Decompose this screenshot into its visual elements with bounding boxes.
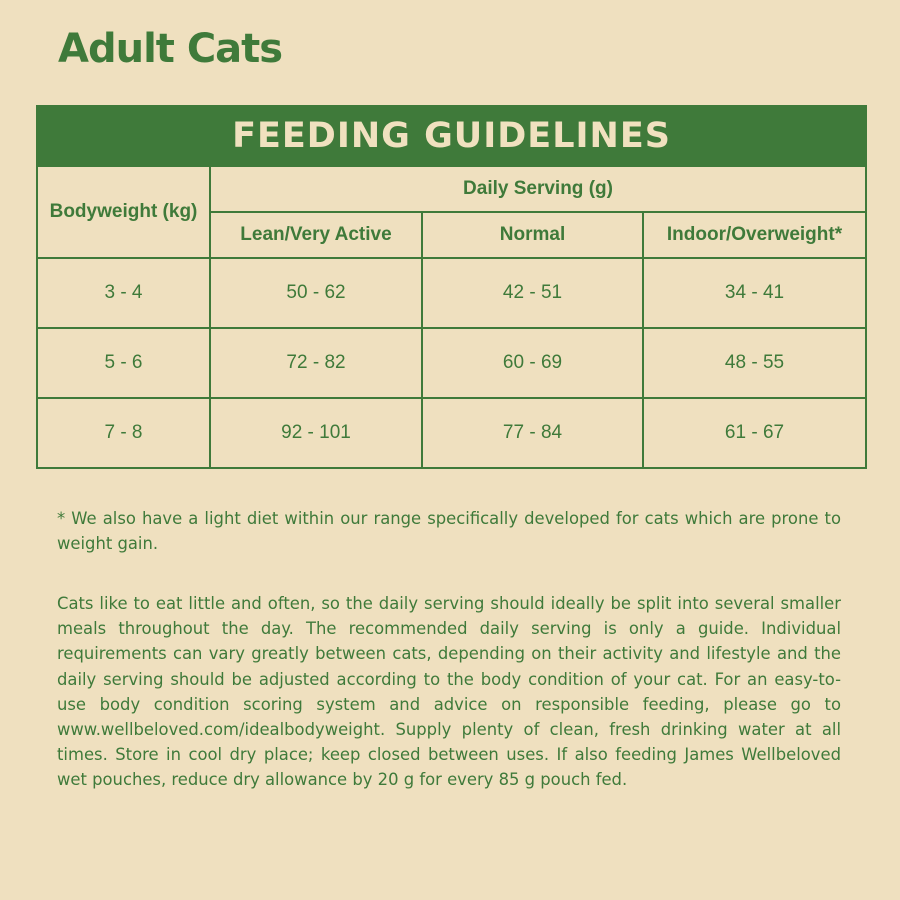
- normal-value-cell: 77 - 84: [422, 398, 643, 468]
- table-banner: FEEDING GUIDELINES: [37, 106, 866, 166]
- indoor-value-cell: 34 - 41: [643, 258, 866, 328]
- table-row: [37, 398, 866, 468]
- page-title: Adult Cats: [58, 26, 283, 72]
- normal-value-cell: 42 - 51: [422, 258, 643, 328]
- bodyweight-header: Bodyweight (kg): [37, 166, 210, 258]
- daily-serving-header: Daily Serving (g): [210, 166, 866, 212]
- table-row: [37, 258, 866, 328]
- lean-value-cell: 72 - 82: [210, 328, 422, 398]
- table-row: [37, 328, 866, 398]
- feeding-guidelines-table: [36, 105, 867, 469]
- weight-cell: 7 - 8: [37, 398, 210, 468]
- column-header-indoor: Indoor/Overweight*: [643, 212, 866, 258]
- indoor-value-cell: 48 - 55: [643, 328, 866, 398]
- column-header-normal: Normal: [422, 212, 643, 258]
- column-header-lean: Lean/Very Active: [210, 212, 422, 258]
- normal-value-cell: 60 - 69: [422, 328, 643, 398]
- lean-value-cell: 50 - 62: [210, 258, 422, 328]
- weight-cell: 3 - 4: [37, 258, 210, 328]
- indoor-value-cell: 61 - 67: [643, 398, 866, 468]
- lean-value-cell: 92 - 101: [210, 398, 422, 468]
- footnote: * We also have a light diet within our range specifically developed for cats which are prone to weight gain.: [57, 509, 841, 554]
- feeding-advice-paragraph: Cats like to eat little and often, so the daily serving should ideally be split into several smaller meals throughout the day. The recommended daily serving is only a guide. Individual requirements can vary greatly between cats, depending on their activity and lifestyle and the daily serving should be adjusted according to the body condition of your cat. For an easy-to-use body condition scoring system and advice on responsible feeding, please go to www.wellbeloved.com/idealbodyweight. Supply plenty of clean, fresh drinking water at all times. Store in cool dry place; keep closed between uses. If also feeding James Wellbeloved wet pouches, reduce dry allowance by 20 g for every 85 g pouch fed.: [57, 594, 841, 790]
- weight-cell: 5 - 6: [37, 328, 210, 398]
